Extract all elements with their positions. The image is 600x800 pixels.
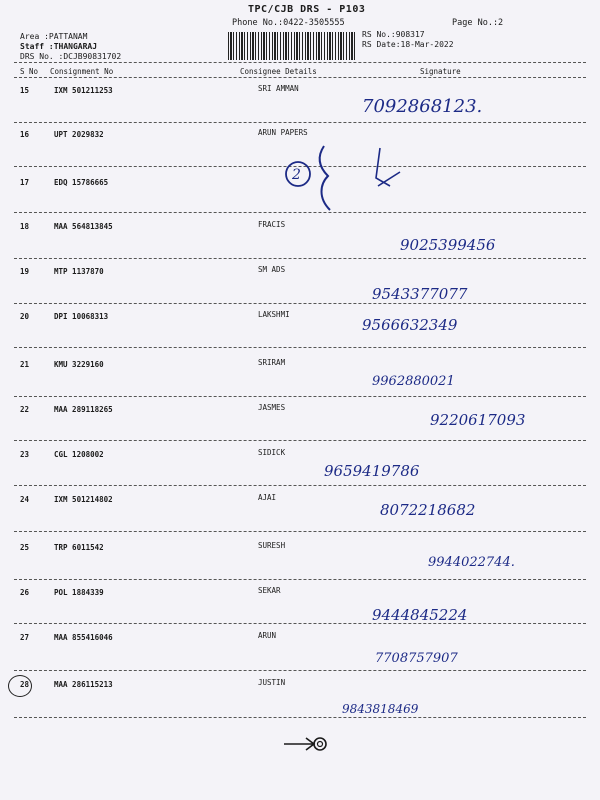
table-row [0, 405, 600, 449]
row-sno: 15 [20, 86, 30, 95]
row-divider [14, 531, 586, 532]
row-consignment: UPT 2029832 [54, 130, 104, 139]
row-consignee: SURESH [258, 541, 286, 550]
row-consignee: SEKAR [258, 586, 281, 595]
row-signature: 7092868123. [362, 96, 483, 117]
row-divider [14, 347, 586, 348]
row-consignee: SRI AMMAN [258, 84, 299, 93]
row-sno: 26 [20, 588, 30, 597]
row-signature: 9220617093 [430, 411, 526, 429]
row-signature: 9944022744. [428, 555, 515, 570]
row-sno: 24 [20, 495, 30, 504]
document-title: TPC/CJB DRS - P103 [248, 4, 366, 15]
col-header-sno: S No [20, 67, 39, 76]
row-consignee: SRIRAM [258, 358, 286, 367]
row-divider [14, 303, 586, 304]
row-sno: 19 [20, 267, 30, 276]
row-consignment: MAA 855416046 [54, 633, 113, 642]
row-signature: 9025399456 [400, 236, 496, 254]
row-signature: 8072218682 [380, 501, 476, 519]
row-consignment: EDQ 15786665 [54, 178, 109, 187]
row-sno: 18 [20, 222, 30, 231]
area-label: Area :PATTANAM [20, 32, 88, 41]
row-consignment: MAA 289118265 [54, 405, 113, 414]
handwritten-mark [280, 138, 420, 218]
arrow-mark [282, 730, 332, 756]
row-consignment: KMU 3229160 [54, 360, 104, 369]
header-divider [14, 62, 586, 63]
col-header-consignment: Consignment No [50, 67, 114, 76]
row-divider [14, 258, 586, 259]
row-signature: 9843818469 [342, 702, 419, 716]
row-divider [14, 579, 586, 580]
row-consignee: JASMES [258, 403, 286, 412]
row-sno: 16 [20, 130, 30, 139]
table-row [0, 86, 600, 130]
table-row [0, 360, 600, 404]
row-consignee: SM ADS [258, 265, 286, 274]
row-divider [14, 396, 586, 397]
row-consignee: ARUN [258, 631, 277, 640]
row-consignment: MAA 564813845 [54, 222, 113, 231]
row-divider [14, 440, 586, 441]
row-consignment: MTP 1137870 [54, 267, 104, 276]
row-consignment: DPI 10068313 [54, 312, 109, 321]
table-row [0, 267, 600, 311]
row-signature: 9543377077 [372, 285, 468, 303]
row-signature: 9444845224 [372, 606, 468, 624]
row-consignee: ARUN PAPERS [258, 128, 308, 137]
row-consignee: LAKSHMI [258, 310, 290, 319]
row-divider [14, 623, 586, 624]
row-divider [14, 670, 586, 671]
col-header-signature: Signature [420, 67, 461, 76]
row-signature: 9962880021 [372, 374, 455, 389]
row-consignee: SIDICK [258, 448, 286, 457]
row-sno: 23 [20, 450, 30, 459]
table-row [0, 495, 600, 539]
header-divider [14, 77, 586, 78]
row-divider [14, 717, 586, 718]
row-consignment: IXM 501211253 [54, 86, 113, 95]
row-signature: 7708757907 [375, 651, 458, 666]
row-sno: 20 [20, 312, 30, 321]
staff-label: Staff :THANGARAJ [20, 42, 98, 51]
row-consignee: JUSTIN [258, 678, 286, 687]
col-header-consignee: Consignee Details [240, 67, 317, 76]
drs-number: DRS No. :DCJB90831702 [20, 52, 122, 61]
phone-number: Phone No.:0422-3505555 [232, 18, 345, 28]
row-consignment: MAA 286115213 [54, 680, 113, 689]
table-row [0, 588, 600, 632]
page-number: Page No.:2 [452, 18, 504, 28]
row-consignee: AJAI [258, 493, 277, 502]
row-sno: 17 [20, 178, 30, 187]
barcode-image [228, 32, 356, 60]
table-row [0, 312, 600, 356]
table-row [0, 543, 600, 587]
row-sno: 22 [20, 405, 30, 414]
row-sno: 27 [20, 633, 30, 642]
row-sno: 25 [20, 543, 30, 552]
row-sno: 21 [20, 360, 30, 369]
table-row [0, 450, 600, 494]
row-signature: 9566632349 [362, 316, 458, 334]
rs-date: RS Date:18-Mar-2022 [362, 40, 454, 49]
rs-number: RS No.:908317 [362, 30, 425, 39]
row-divider [14, 485, 586, 486]
table-row [0, 222, 600, 266]
row-consignment: IXM 501214802 [54, 495, 113, 504]
row-signature: 9659419786 [324, 462, 420, 480]
row-consignee: FRACIS [258, 220, 286, 229]
row-consignment: POL 1884339 [54, 588, 104, 597]
row-divider [14, 122, 586, 123]
row-sno: 28 [20, 680, 30, 689]
row-consignment: TRP 6011542 [54, 543, 104, 552]
svg-text:2: 2 [292, 167, 301, 183]
row-consignment: CGL 1208002 [54, 450, 104, 459]
